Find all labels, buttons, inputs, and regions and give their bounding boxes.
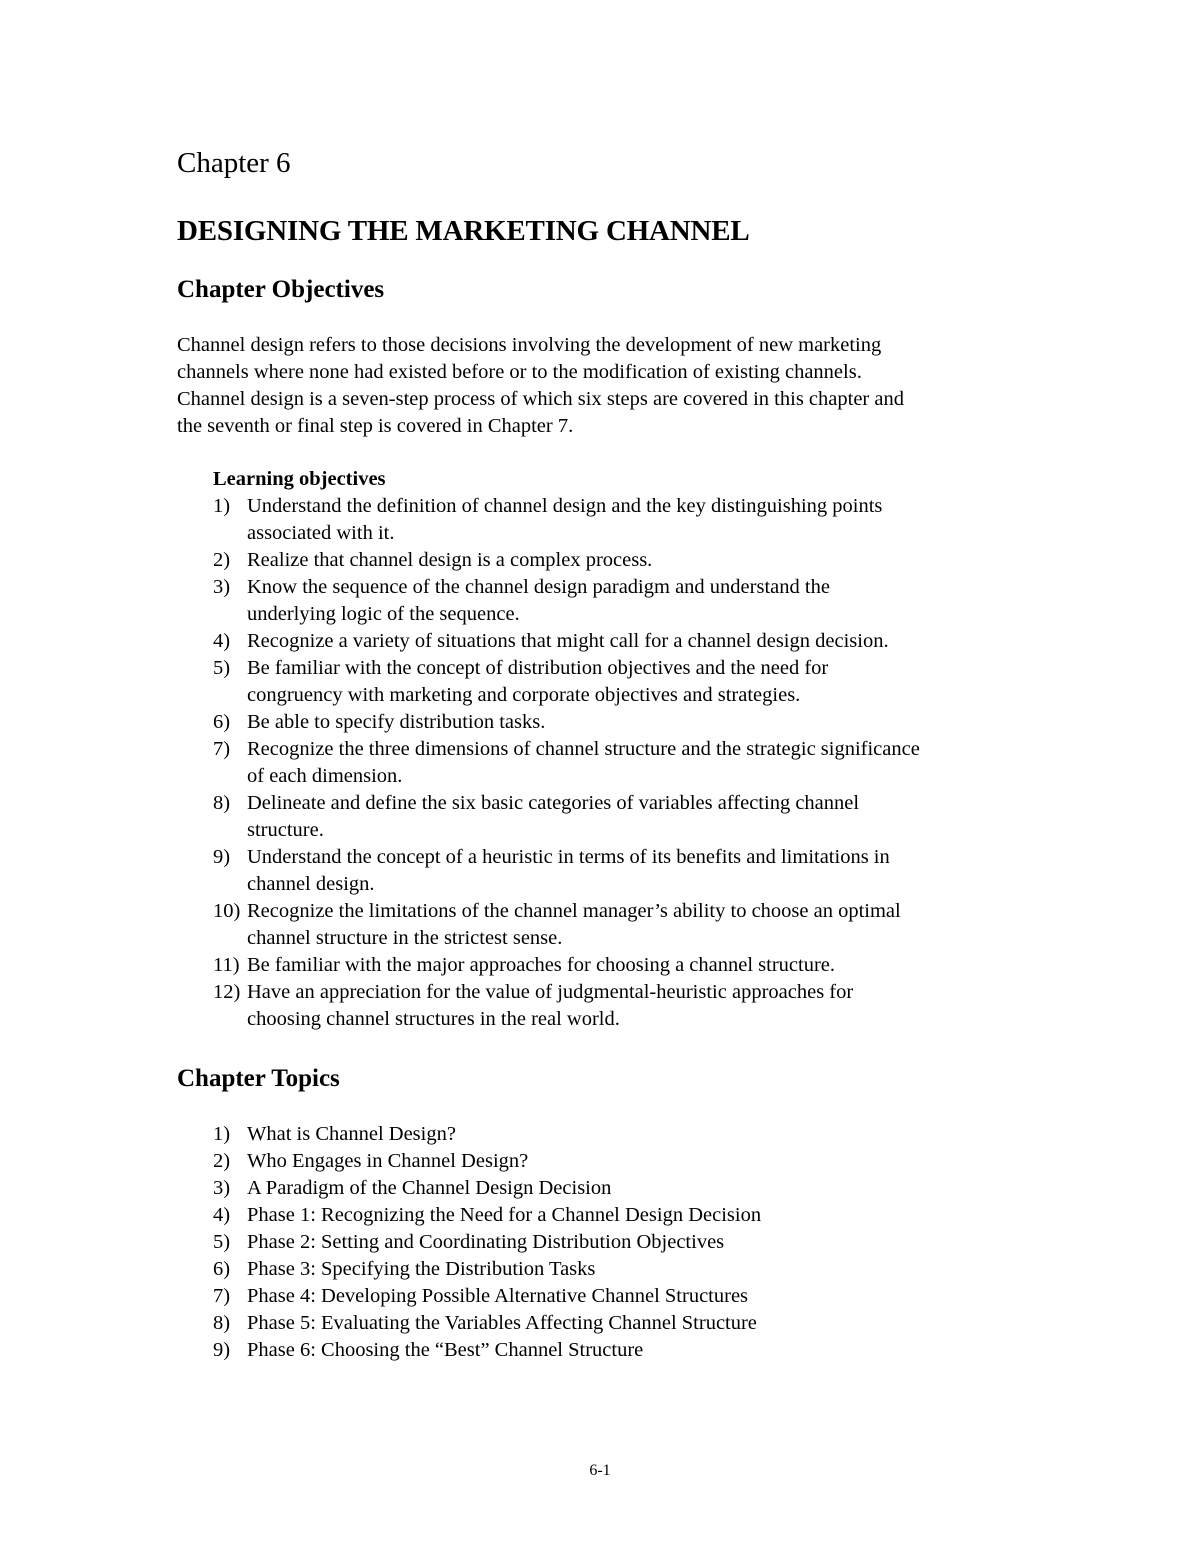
list-item [213, 1229, 1053, 1256]
item-number: 4) [213, 1204, 231, 1226]
list-item [213, 1283, 1053, 1310]
item-text-line: associated with it. [247, 522, 395, 544]
list-item [213, 952, 1053, 979]
list-item [213, 574, 1053, 628]
list-item [213, 1337, 1053, 1364]
item-number: 7) [213, 1285, 231, 1307]
item-number: 9) [213, 1339, 231, 1361]
item-text-line: underlying logic of the sequence. [247, 603, 520, 625]
item-text: A Paradigm of the Channel Design Decision [247, 1177, 612, 1199]
item-text-line: Be familiar with the major approaches for choosing a channel structure. [247, 954, 836, 976]
item-text-line: congruency with marketing and corporate objectives and strategies. [247, 684, 801, 706]
list-item [213, 1175, 1053, 1202]
list-item [213, 1256, 1053, 1283]
intro-line: the seventh or final step is covered in Chapter 7. [177, 415, 574, 437]
item-text-line: Delineate and define the six basic categories of variables affecting channel [247, 792, 860, 814]
item-text-line: Understand the definition of channel design and the key distinguishing points [247, 495, 883, 517]
list-item [213, 628, 1053, 655]
list-item [213, 709, 1053, 736]
item-number: 8) [213, 792, 231, 814]
chapter-label: Chapter 6 [177, 147, 291, 179]
item-number: 9) [213, 846, 231, 868]
chapter-title: DESIGNING THE MARKETING CHANNEL [177, 215, 750, 247]
item-text-line: channel structure in the strictest sense. [247, 927, 563, 949]
item-text-line: Be able to specify distribution tasks. [247, 711, 546, 733]
item-text-line: Know the sequence of the channel design paradigm and understand the [247, 576, 830, 598]
item-text: What is Channel Design? [247, 1123, 456, 1145]
item-text: Phase 4: Developing Possible Alternative Channel Structures [247, 1285, 749, 1307]
item-number: 3) [213, 1177, 231, 1199]
item-number: 12) [213, 981, 241, 1003]
chapter-topics-list [213, 1121, 1053, 1364]
item-text-line: Recognize the limitations of the channel manager’s ability to choose an optimal [247, 900, 901, 922]
item-number: 5) [213, 657, 231, 679]
item-text: Phase 1: Recognizing the Need for a Channel Design Decision [247, 1204, 762, 1226]
list-item [213, 979, 1053, 1033]
item-text-line: Be familiar with the concept of distribution objectives and the need for [247, 657, 829, 679]
item-number: 5) [213, 1231, 231, 1253]
list-item [213, 1121, 1053, 1148]
item-text-line: Realize that channel design is a complex process. [247, 549, 653, 571]
item-number: 2) [213, 1150, 231, 1172]
learning-objectives-heading: Learning objectives [213, 468, 386, 490]
chapter-topics-heading: Chapter Topics [177, 1065, 340, 1092]
item-text-line: Recognize a variety of situations that might call for a channel design decision. [247, 630, 889, 652]
list-item [213, 844, 1053, 898]
item-text-line: Have an appreciation for the value of judgmental-heuristic approaches for [247, 981, 854, 1003]
list-item [213, 655, 1053, 709]
item-number: 6) [213, 1258, 231, 1280]
learning-objectives-list [213, 493, 1053, 1033]
item-number: 4) [213, 630, 231, 652]
item-number: 3) [213, 576, 231, 598]
list-item [213, 1148, 1053, 1175]
list-item [213, 790, 1053, 844]
list-item [213, 1202, 1053, 1229]
item-text-line: channel design. [247, 873, 375, 895]
item-text: Phase 6: Choosing the “Best” Channel Structure [247, 1339, 644, 1361]
item-number: 6) [213, 711, 231, 733]
item-text-line: structure. [247, 819, 324, 841]
item-number: 8) [213, 1312, 231, 1334]
page-number: 6-1 [589, 1462, 611, 1479]
list-item [213, 736, 1053, 790]
item-number: 2) [213, 549, 231, 571]
item-text-line: Recognize the three dimensions of channel structure and the strategic significance [247, 738, 920, 760]
item-text-line: Understand the concept of a heuristic in terms of its benefits and limitations in [247, 846, 890, 868]
item-text: Phase 2: Setting and Coordinating Distribution Objectives [247, 1231, 725, 1253]
item-text-line: choosing channel structures in the real world. [247, 1008, 620, 1030]
intro-line: Channel design refers to those decisions involving the development of new marketing [177, 334, 882, 356]
item-number: 1) [213, 1123, 231, 1145]
item-number: 7) [213, 738, 231, 760]
intro-paragraph [177, 332, 1037, 440]
item-number: 11) [213, 954, 240, 976]
item-text: Who Engages in Channel Design? [247, 1150, 529, 1172]
item-number: 1) [213, 495, 231, 517]
list-item [213, 493, 1053, 547]
list-item [213, 1310, 1053, 1337]
item-text-line: of each dimension. [247, 765, 403, 787]
list-item [213, 898, 1053, 952]
chapter-objectives-heading: Chapter Objectives [177, 276, 385, 303]
item-text: Phase 3: Specifying the Distribution Tasks [247, 1258, 596, 1280]
intro-line: channels where none had existed before or to the modification of existing channels. [177, 361, 862, 383]
intro-line: Channel design is a seven-step process of which six steps are covered in this chapter and [177, 388, 904, 410]
item-text: Phase 5: Evaluating the Variables Affecting Channel Structure [247, 1312, 757, 1334]
list-item [213, 547, 1053, 574]
item-number: 10) [213, 900, 241, 922]
